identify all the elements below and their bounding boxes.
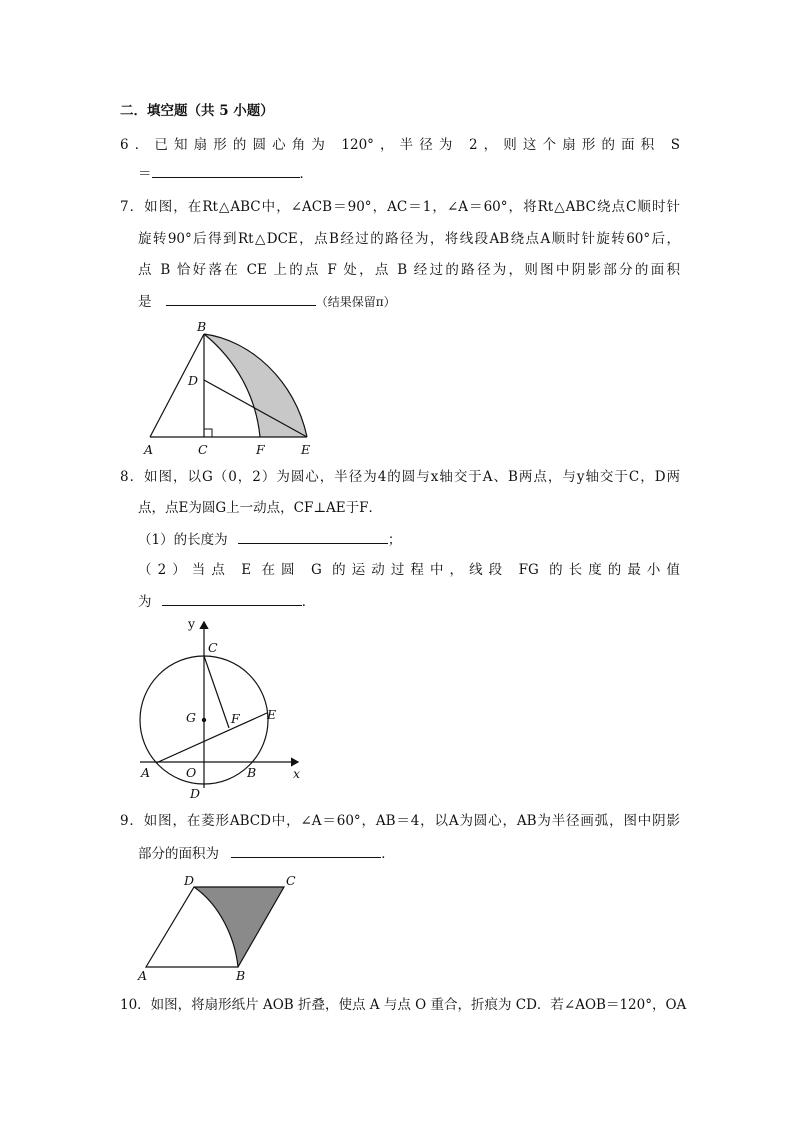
- q9-label-b: B: [236, 968, 246, 983]
- q8-label-y: y: [188, 616, 196, 631]
- q7-label-f: F: [256, 442, 265, 457]
- q7-shaded-region: [204, 334, 307, 437]
- q8-label-b: B: [247, 765, 257, 780]
- q8-label-c: C: [208, 640, 218, 655]
- q8-part-2-line-2: [138, 592, 315, 611]
- q8-part-2-prefix: 为: [138, 594, 152, 610]
- q7-note: （结果保留π）: [315, 295, 396, 309]
- q7-line-1: 7．如图，在Rt△ABC中，∠ACB＝90°，AC＝1，∠A＝60°，将Rt△ABC绕点C顺时针: [120, 199, 680, 215]
- q8-line-2: 点，点E为圆G上一动点，CF⊥AE于F．: [138, 500, 383, 516]
- q6-line-2: [138, 164, 313, 183]
- q8-label-x: x: [293, 766, 301, 781]
- q9-line-2: [138, 844, 395, 863]
- q9-answer-blank[interactable]: [231, 844, 381, 858]
- q7-line-4: [138, 292, 396, 311]
- q7-label-b: B: [197, 319, 207, 334]
- q7-label-e: E: [301, 442, 311, 457]
- q9-period: ．: [381, 846, 395, 862]
- q8-part-2-suffix: ．: [301, 594, 316, 610]
- q9-figure: [134, 868, 304, 984]
- q8-line-ae: [156, 713, 267, 763]
- q7-answer-blank[interactable]: [166, 292, 316, 306]
- q6-answer-blank[interactable]: [152, 164, 300, 178]
- q8-line-cf: [204, 656, 229, 728]
- q8-label-g: G: [186, 710, 196, 725]
- q8-part-1-prefix: （1）的长度为: [138, 532, 228, 548]
- q8-label-e: E: [267, 707, 277, 722]
- q9-line-1: 9．如图，在菱形ABCD中，∠A＝60°，AB＝4，以A为圆心，AB为半径画弧，图中阴影: [120, 813, 680, 829]
- q7-label-a: A: [144, 442, 154, 457]
- q6-period: ．: [299, 166, 313, 182]
- q7-line-2: 旋转90°后得到Rt△DCE，点B经过的路径为，将线段AB绕点A顺时针旋转60°后，: [138, 231, 680, 247]
- section-heading: 二．填空题（共 5 小题）: [120, 103, 274, 119]
- q8-part-2-line-1: （2）当点 E 在圆 G 的运动过程中，线段 FG 的长度的最小值: [138, 562, 680, 578]
- q8-part-2-blank[interactable]: [162, 592, 302, 606]
- q8-part-1-suffix: ；: [387, 532, 402, 548]
- q8-part-1: [138, 530, 401, 549]
- q8-label-a: A: [141, 765, 151, 780]
- q9-label-d: D: [184, 873, 195, 888]
- q9-prefix: 部分的面积为: [138, 846, 219, 862]
- q8-label-d: D: [190, 786, 201, 801]
- q8-part-1-blank[interactable]: [238, 530, 388, 544]
- q7-figure: [136, 316, 320, 460]
- q6-line-1: 6．已知扇形的圆心角为 120°，半径为 2，则这个扇形的面积 S: [120, 137, 680, 153]
- q9-label-a: A: [138, 968, 148, 983]
- q7-prefix: 是: [138, 294, 152, 310]
- q9-label-c: C: [286, 873, 296, 888]
- q6-equals: ＝: [138, 166, 152, 182]
- q8-center-dot: [202, 718, 206, 722]
- q8-label-f: F: [231, 711, 240, 726]
- q8-figure: [134, 612, 314, 804]
- q7-right-angle-mark: [204, 429, 212, 437]
- q7-label-d: D: [188, 373, 199, 388]
- q10-line-1: 10．如图，将扇形纸片 AOB 折叠，使点 A 与点 O 重合，折痕为 CD．若∠AOB＝120°，OA: [120, 997, 687, 1013]
- q8-label-o: O: [186, 765, 197, 780]
- q7-line-3: 点 B 恰好落在 CE 上的点 F 处，点 B 经过的路径为，则图中阴影部分的面积: [138, 262, 680, 278]
- q8-line-1: 8．如图，以G（0，2）为圆心，半径为4的圆与x轴交于A、B两点，与y轴交于C，D两: [120, 469, 680, 485]
- q7-label-c: C: [198, 442, 208, 457]
